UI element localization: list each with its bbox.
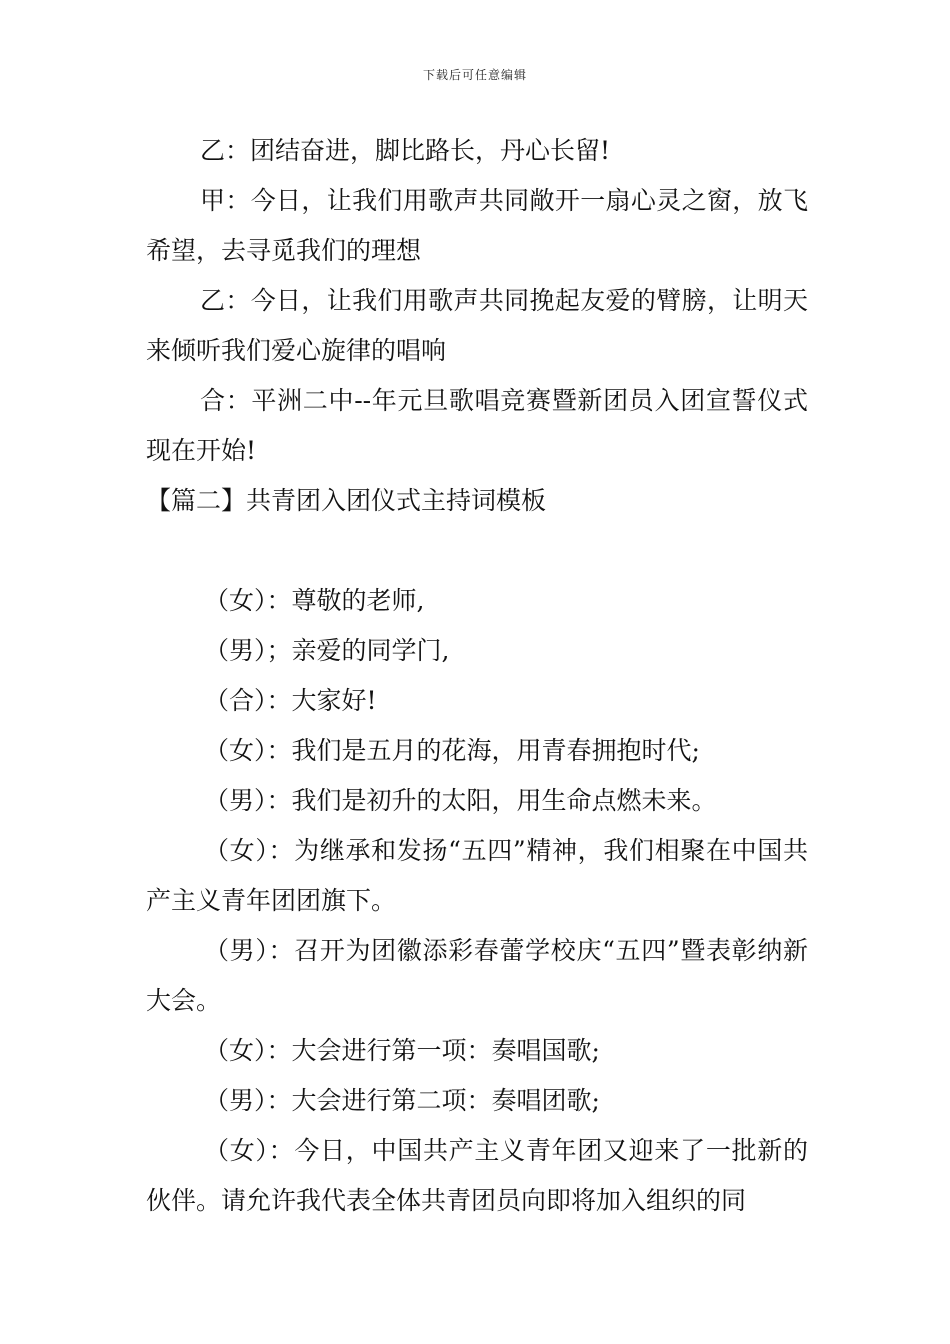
dialog-line: （女）：为继承和发扬“五四”精神，我们相聚在中国共产主义青年团团旗下。: [146, 836, 808, 915]
dialog-line: （女）：我们是五月的花海，用青春拥抱时代;: [204, 736, 700, 765]
paragraph: 合：平洲二中--年元旦歌唱竞赛暨新团员入团宣誓仪式现在开始!: [146, 386, 808, 465]
paragraph: 乙：团结奋进，脚比路长，丹心长留!: [200, 136, 611, 165]
dialog-line: （男）；亲爱的同学门,: [204, 636, 450, 665]
spacer: [146, 526, 808, 576]
dialog-line: （男）：我们是初升的太阳，用生命点燃未来。: [204, 786, 717, 815]
paragraph: 甲：今日，让我们用歌声共同敞开一扇心灵之窗，放飞希望，去寻觅我们的理想: [146, 186, 808, 265]
dialog-line: （女）：今日，中国共产主义青年团又迎来了一批新的伙伴。请允许我代表全体共青团员向即将加入组织的同: [146, 1136, 808, 1215]
document-body: [146, 126, 808, 1226]
paragraph: 乙：今日，让我们用歌声共同挽起友爱的臂膀，让明天来倾听我们爱心旋律的唱响: [146, 286, 808, 365]
page-header: 下载后可任意编辑: [422, 68, 527, 82]
dialog-line: （女）：大会进行第一项：奏唱国歌;: [204, 1036, 600, 1065]
section-title: 【篇二】共青团入团仪式主持词模板: [146, 486, 547, 515]
dialog-line: （男）：召开为团徽添彩春蕾学校庆“五四”暨表彰纳新大会。: [146, 936, 808, 1015]
dialog-line: （合）：大家好!: [204, 686, 377, 715]
dialog-line: （女）：尊敬的老师,: [204, 586, 425, 615]
dialog-line: （男）：大会进行第二项：奏唱团歌;: [204, 1086, 600, 1115]
